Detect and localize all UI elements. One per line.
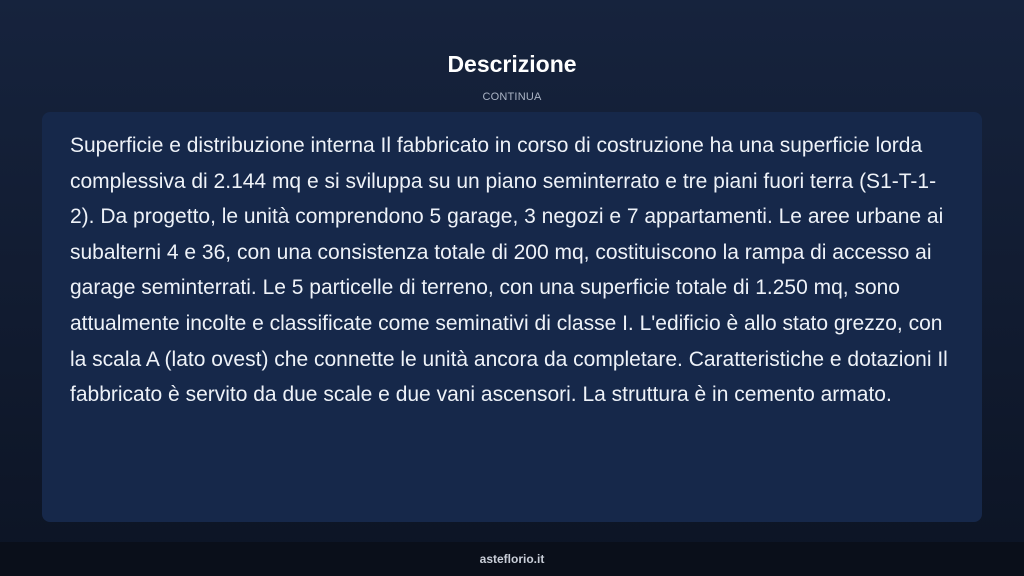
footer-site-link[interactable]: asteflorio.it xyxy=(479,552,545,566)
page-title: Descrizione xyxy=(447,51,577,77)
page-subtitle: CONTINUA xyxy=(482,91,542,103)
description-card xyxy=(42,112,982,522)
footer xyxy=(0,542,1024,576)
description-text: Superficie e distribuzione interna Il fabbricato in corso di costruzione ha una superficie lorda complessiva di 2.144 mq e si sviluppa su un piano seminterrato e tre piani fuori terra (S1-T-1-2). Da progetto, le unità comprendono 5 garage, 3 negozi e 7 appartamenti. Le aree urbane ai subalterni 4 e 36, con una consistenza totale di 200 mq, costituiscono la rampa di accesso ai garage seminterrati. Le 5 particelle di terreno, con una superficie totale di 1.250 mq, sono attualmente incolte e classificate come seminativi di classe I. L'edificio è allo stato grezzo, con la scala A (lato ovest) che connette le unità ancora da completare. Caratteristiche e dotazioni Il fabbricato è servito da due scale e due vani ascensori. La struttura è in cemento armato. xyxy=(70,134,948,407)
